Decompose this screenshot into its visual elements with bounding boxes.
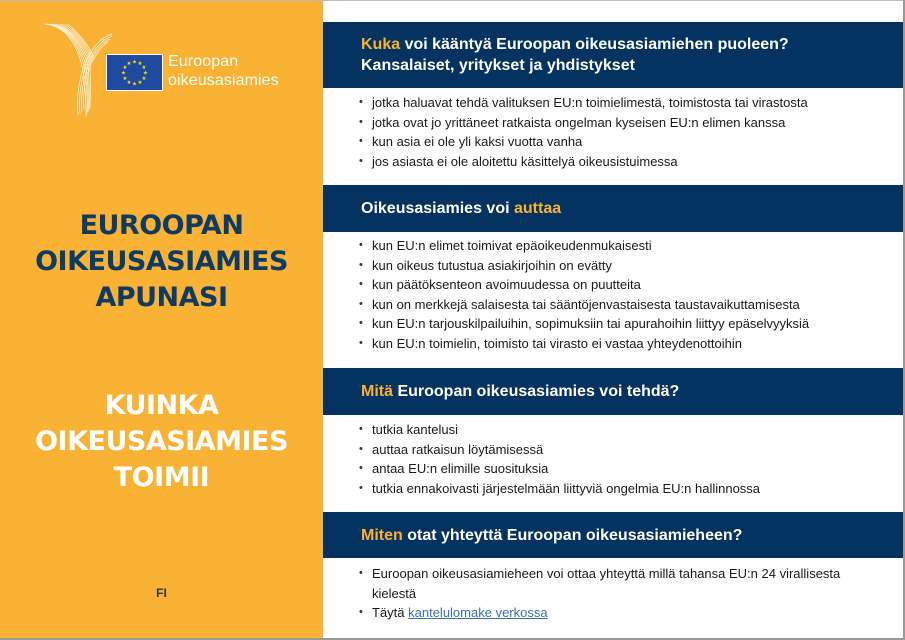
- left-panel: [0, 0, 323, 640]
- list-item: • jotka haluavat tehdä valituksen EU:n toimielimestä, toimistosta tai virastosta: [323, 93, 863, 113]
- heading-highlight: Miten: [361, 527, 403, 544]
- heading-line-2: Kansalaiset, yritykset ja yhdistykset: [361, 57, 635, 74]
- list-item: • kun on merkkejä salaisesta tai sääntöjenvastaisesta taustavaikuttamisesta: [323, 295, 863, 315]
- section-heading-help: [323, 185, 905, 232]
- list-item: • kun EU:n tarjouskilpailuihin, sopimuksiin tai apurahoihin liittyy epäselvyyksiä: [323, 314, 863, 334]
- section-heading-how: [323, 512, 905, 558]
- link-prefix: Täytä: [372, 605, 409, 621]
- list-item: • jos asiasta ei ole aloitettu käsittelyä oikeusistuimessa: [323, 152, 863, 172]
- ombudsman-wing-logo-icon: [42, 18, 112, 123]
- list-item: • kun päätöksenteon avoimuudessa on puutteita: [323, 275, 863, 295]
- list-item: • tutkia kantelusi: [323, 420, 863, 440]
- main-title: [0, 208, 323, 316]
- content-panel: [323, 0, 905, 640]
- subtitle-line: TOIMII: [113, 462, 210, 493]
- eu-star-icon: ★: [122, 65, 128, 71]
- eu-star-icon: ★: [126, 80, 132, 87]
- what-list: [323, 420, 863, 498]
- list-item: • kun asia ei ole yli kaksi vuotta vanha: [323, 132, 863, 152]
- eu-star-icon: ★: [132, 81, 137, 88]
- how-list: [323, 564, 863, 623]
- heading-highlight: Mitä: [361, 383, 393, 400]
- language-code: FI: [156, 586, 167, 600]
- list-item: • tutkia ennakoivasti järjestelmään liittyviä ongelmia EU:n hallinnossa: [323, 479, 863, 499]
- eu-star-icon: ★: [132, 59, 137, 66]
- heading-highlight: Kuka: [361, 36, 401, 53]
- logo-text: [168, 52, 279, 90]
- eu-star-icon: ★: [121, 70, 126, 77]
- eu-star-icon: ★: [137, 60, 143, 67]
- list-item: • jotka ovat jo yrittäneet ratkaista ongelman kyseisen EU:n elimen kanssa: [323, 113, 863, 133]
- heading-text: voi kääntyä Euroopan oikeusasiamiehen puoleen?: [400, 36, 789, 53]
- help-list: [323, 236, 863, 354]
- list-item: • kun oikeus tutustua asiakirjoihin on evätty: [323, 256, 863, 276]
- list-item: • kun EU:n elimet toimivat epäoikeudenmukaisesti: [323, 236, 863, 256]
- heading-text: Euroopan oikeusasiamies voi tehdä?: [393, 383, 680, 400]
- subtitle: [0, 388, 323, 496]
- list-item-link: [323, 603, 863, 623]
- eu-star-icon: ★: [122, 76, 128, 82]
- main-title-line: APUNASI: [95, 282, 228, 313]
- eu-star-icon: ★: [141, 65, 147, 71]
- main-title-line: EUROOPAN: [79, 210, 244, 241]
- heading-text: otat yhteyttä Euroopan oikeusasiamieheen?: [402, 527, 743, 544]
- eu-star-icon: ★: [126, 60, 132, 67]
- who-list: [323, 93, 863, 171]
- eu-flag-icon: [106, 54, 163, 91]
- heading-highlight: auttaa: [513, 200, 562, 217]
- list-item: • antaa EU:n elimille suosituksia: [323, 459, 863, 479]
- subtitle-line: OIKEUSASIAMIES: [35, 426, 288, 457]
- list-item: • auttaa ratkaisun löytämisessä: [323, 440, 863, 460]
- ombudsman-logo: [42, 18, 302, 123]
- eu-star-icon: ★: [137, 80, 143, 87]
- heading-text: Oikeusasiamies voi: [361, 200, 514, 217]
- main-title-line: OIKEUSASIAMIES: [35, 246, 288, 277]
- list-item: • Euroopan oikeusasiamieheen voi ottaa yhteyttä millä tahansa EU:n 24 virallisesta kielestä: [323, 564, 863, 603]
- eu-star-icon: ★: [141, 76, 147, 82]
- eu-star-icon: ★: [143, 70, 148, 77]
- logo-line-1: Euroopan: [168, 53, 239, 70]
- section-heading-what: [323, 368, 905, 415]
- frame-top: [0, 0, 905, 1]
- subtitle-line: KUINKA: [104, 390, 219, 421]
- logo-line-2: oikeusasiamies: [168, 72, 279, 89]
- list-item: • kun EU:n toimielin, toimisto tai virasto ei vastaa yhteydenottoihin: [323, 334, 863, 354]
- section-heading-who: [323, 22, 905, 88]
- complaint-form-link[interactable]: kantelulomake verkossa: [408, 605, 548, 621]
